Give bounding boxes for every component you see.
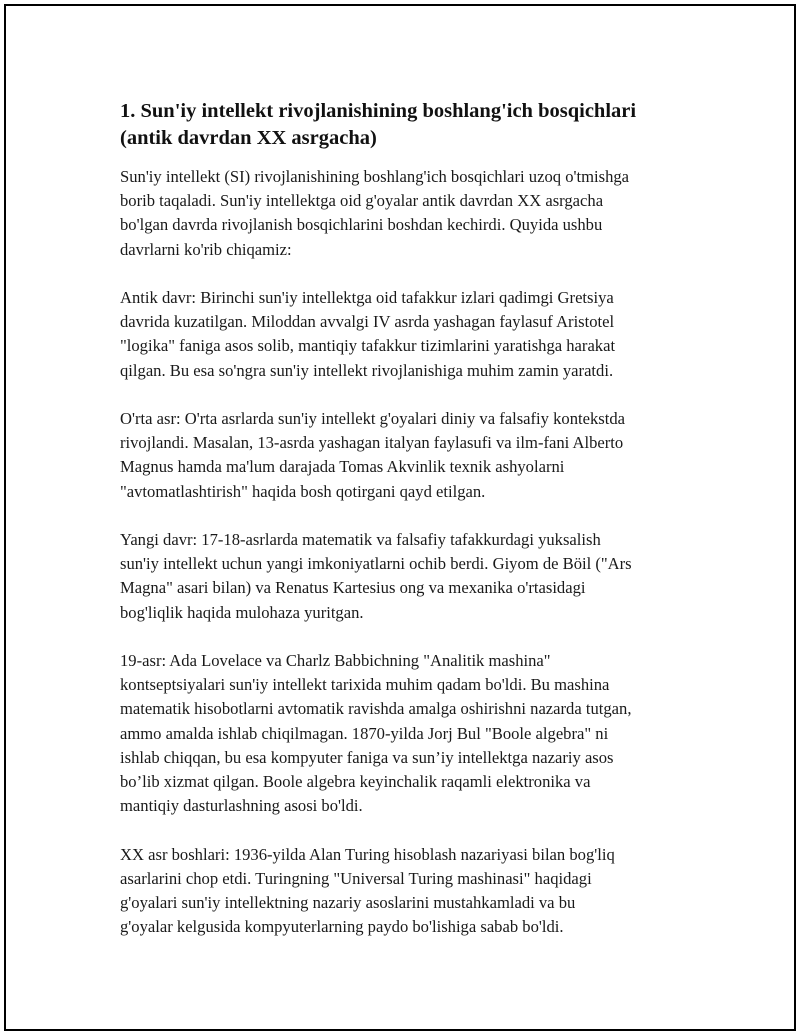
paragraph-orta-asr: O'rta asr: O'rta asrlarda sun'iy intellekt g'oyalari diniy va falsafiy kontekstda rivojlandi. Masalan, 13-asrda yashagan italyan faylasufi va ilm-fani Alberto Magnus hamda ma'lum darajada Tomas Akvinlik texnik ashyolarni "avtomatlashtirish" haqida bosh qotirgani qayd etilgan. xyxy=(120,409,626,501)
document-content xyxy=(120,98,700,964)
paragraph-intro: Sun'iy intellekt (SI) rivojlanishining boshlang'ich bosqichlari uzoq o'tmishga borib taqaladi. Sun'iy intellektga oid g'oyalar antik davrdan XX asrgacha bo'lgan davrda rivojlanish bosqichlarini boshdan kechirdi. Quyida ushbu davrlarni ko'rib chiqamiz: xyxy=(120,167,630,259)
paragraph-19-asr: 19-asr: Ada Lovelace va Charlz Babbichning "Analitik mashina" kontseptsiyalari sun'iy intellekt tarixida muhim qadam bo'ldi. Bu mashina matematik hisobotlarni avtomatik ravishda amalga oshirishni nazarda tutgan, ammo amalda ishlab chiqilmagan. 1870-yilda Jorj Bul "Boole algebra" ni ishlab chiqqan, bu esa kompyuter faniga va sun’iy intellektga nazariy asos bo’lib xizmat qilgan. Boole algebra keyinchalik raqamli elektronika va mantiqiy dasturlashning asosi bo'ldi. xyxy=(120,651,632,816)
paragraph-antik-davr: Antik davr: Birinchi sun'iy intellektga oid tafakkur izlari qadimgi Gretsiya davrida kuzatilgan. Miloddan avvalgi IV asrda yashagan faylasuf Aristotel "logika" faniga asos solib, mantiqiy tafakkur tizimlarini yaratishga harakat qilgan. Bu esa so'ngra sun'iy intellekt rivojlanishiga muhim zamin yaratdi. xyxy=(120,288,616,380)
paragraph-xx-asr: XX asr boshlari: 1936-yilda Alan Turing hisoblash nazariyasi bilan bog'liq asarlarini chop etdi. Turingning "Universal Turing mashinasi" haqidagi g'oyalari sun'iy intellektning nazariy asoslarini mustahkamladi va bu g'oyalar kelgusida kompyuterlarning paydo bo'lishiga sabab bo'ldi. xyxy=(120,844,615,937)
document-page xyxy=(4,4,796,1031)
paragraph-yangi-davr: Yangi davr: 17-18-asrlarda matematik va falsafiy tafakkurdagi yuksalish sun'iy intellekt uchun yangi imkoniyatlarni ochib berdi. Giyom de Böil ("Ars Magna" asari bilan) va Renatus Kartesius ong va mexanika o'rtasidagi bog'liqlik haqida mulohaza yuritgan. xyxy=(120,530,632,622)
section-title: 1. Sun'iy intellekt rivojlanishining boshlang'ich bosqichlari (antik davrdan XX asrgacha) xyxy=(120,100,637,149)
